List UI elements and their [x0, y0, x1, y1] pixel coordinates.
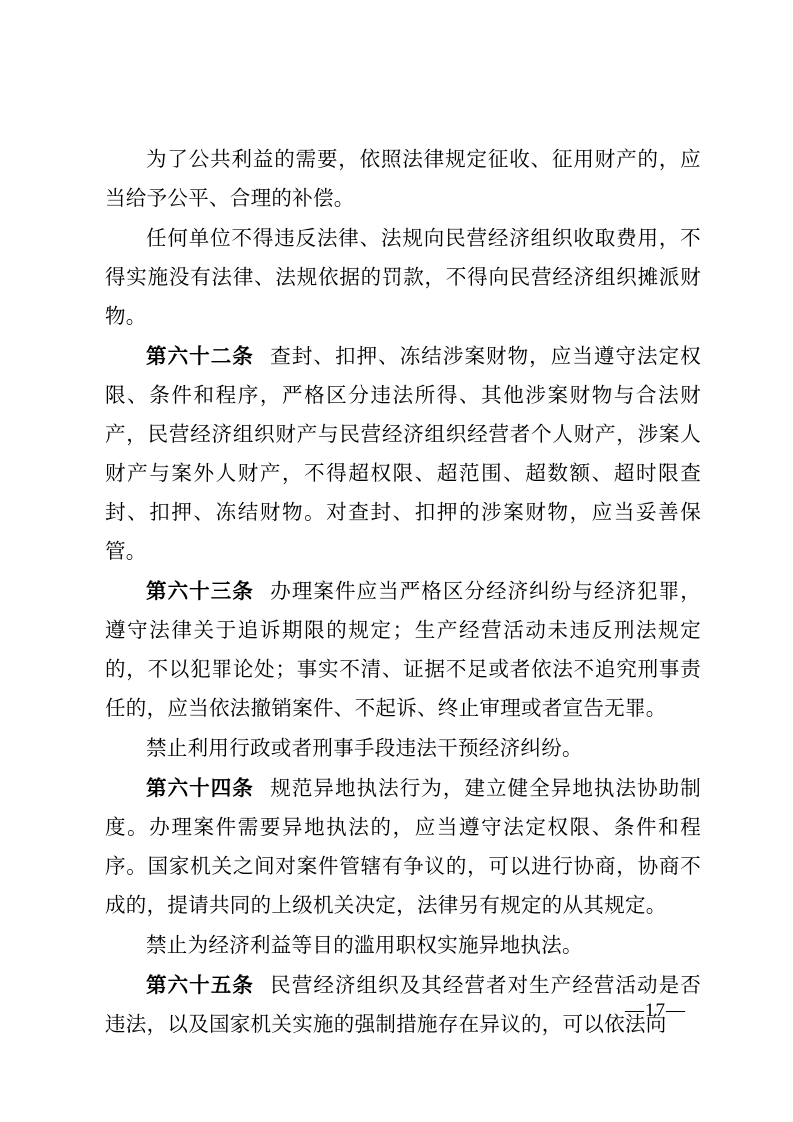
paragraph-text: 禁止利用行政或者刑事手段违法干预经济纠纷。 [146, 738, 583, 760]
article-number: 第六十三条 [146, 580, 254, 603]
paragraph-text: 为了公共利益的需要，依照法律规定征收、征用财产的，应当给予公平、合理的补偿。 [105, 149, 701, 210]
paragraph [105, 729, 701, 769]
page-number: —17— [625, 1000, 686, 1021]
paragraph-text: 查封、扣押、冻结涉案财物，应当遵守法定权限、条件和程序，严格区分违法所得、其他涉案财物与合法财产，民营经济组织财产与民营经济组织经营者个人财产，涉案人财产与案外人财产，不得超权限、超范围、超数额、超时限查封、扣押、冻结财物。对查封、扣押的涉案财物，应当妥善保管。 [105, 346, 702, 563]
paragraph-text: 办理案件应当严格区分经济纠纷与经济犯罪，遵守法律关于追诉期限的规定；生产经营活动未违反刑法规定的，不以犯罪论处；事实不清、证据不足或者依法不追究刑事责任的，应当依法撤销案件、不起诉、终止审理或者宣告无罪。 [105, 581, 702, 720]
paragraph [105, 572, 701, 729]
paragraph [105, 769, 701, 926]
paragraph-text: 规范异地执法行为，建立健全异地执法协助制度。办理案件需要异地执法的，应当遵守法定权限、条件和程序。国家机关之间对案件管辖有争议的，可以进行协商，协商不成的，提请共同的上级机关决定，法律另有规定的从其规定。 [105, 778, 702, 917]
paragraph [105, 140, 701, 219]
paragraph-text: 任何单位不得违反法律、法规向民营经济组织收取费用，不得实施没有法律、法规依据的罚款，不得向民营经济组织摊派财物。 [105, 228, 701, 328]
paragraph [105, 337, 701, 572]
paragraph [105, 926, 701, 966]
article-number: 第六十二条 [146, 345, 254, 368]
paragraph-text: 民营经济组织及其经营者对生产经营活动是否违法，以及国家机关实施的强制措施存在异议的，可以依法向 [105, 975, 702, 1036]
paragraph-text: 禁止为经济利益等目的滥用职权实施异地执法。 [146, 935, 583, 957]
article-number: 第六十五条 [146, 974, 254, 997]
document-body [105, 140, 701, 1045]
article-number: 第六十四条 [146, 777, 254, 800]
paragraph [105, 219, 701, 337]
